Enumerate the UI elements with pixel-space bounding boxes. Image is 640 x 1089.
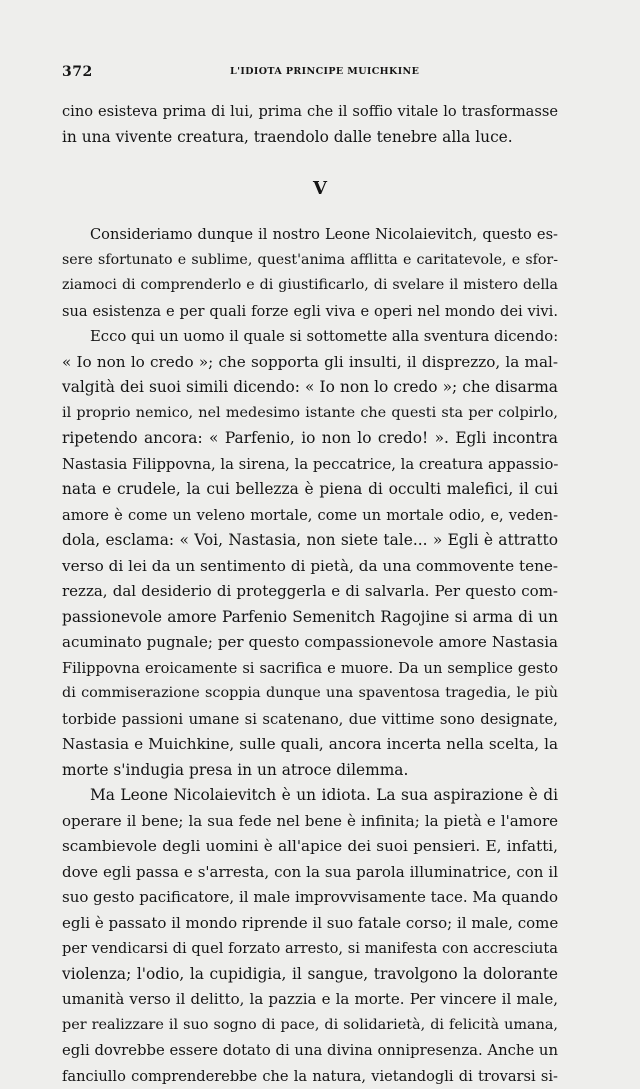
text-line: violenza; l'odio, la cupidigia, il sangue, travolgono la dolorante: [62, 962, 558, 988]
text-line: verso di lei da un sentimento di pietà, da una commovente tene-: [62, 554, 558, 580]
text-line: fanciullo comprenderebbe che la natura, vietandogli di trovarsi si-: [62, 1064, 558, 1089]
text-line: Nastasia e Muichkine, sulle quali, ancora incerta nella scelta, la: [62, 732, 558, 758]
text-line: morte s'indugia presa in un atroce dilemma.: [62, 758, 558, 784]
text-line: il proprio nemico, nel medesimo istante che questi sta per colpirlo,: [62, 401, 558, 427]
page-number: 372: [62, 64, 93, 80]
text-line: Consideriamo dunque il nostro Leone Nicolaievitch, questo es-: [62, 222, 558, 248]
running-head: [62, 64, 558, 80]
text-line: torbide passioni umane si scatenano, due vittime sono designate,: [62, 707, 558, 733]
text-line: Nastasia Filippovna, la sirena, la peccatrice, la creatura appassio-: [62, 452, 558, 478]
text-line: ziamoci di comprenderlo e di giustificarlo, di svelare il mistero della: [62, 273, 558, 299]
text-line: Filippovna eroicamente si sacrifica e muore. Da un semplice gesto: [62, 656, 558, 682]
chapter-body: [62, 222, 558, 1089]
text-line: valgità dei suoi simili dicendo: « Io non lo credo »; che disarma: [62, 375, 558, 401]
text-line: rezza, dal desiderio di proteggerla e di salvarla. Per questo com-: [62, 579, 558, 605]
text-line: di commiserazione scoppia dunque una spaventosa tragedia, le più: [62, 681, 558, 707]
text-line: per vendicarsi di quel forzato arresto, si manifesta con accresciuta: [62, 936, 558, 962]
intro-paragraph: [62, 99, 558, 150]
text-line: « Io non lo credo »; che sopporta gli insulti, il disprezzo, la mal-: [62, 350, 558, 376]
text-line: dola, esclama: « Voi, Nastasia, non siete tale... » Egli è attratto: [62, 528, 558, 554]
running-title: L'IDIOTA PRINCIPE MUICHKINE: [230, 66, 419, 77]
text-line: amore è come un veleno mortale, come un mortale odio, e, veden-: [62, 503, 558, 529]
text-line: egli è passato il mondo riprende il suo fatale corso; il male, come: [62, 911, 558, 937]
chapter-heading: V: [0, 178, 640, 199]
text-line: sere sfortunato e sublime, quest'anima afflitta e caritatevole, e sfor-: [62, 248, 558, 274]
text-line: umanità verso il delitto, la pazzia e la morte. Per vincere il male,: [62, 987, 558, 1013]
text-line: per realizzare il suo sogno di pace, di solidarietà, di felicità umana,: [62, 1013, 558, 1039]
text-line: nata e crudele, la cui bellezza è piena di occulti malefici, il cui: [62, 477, 558, 503]
text-line: operare il bene; la sua fede nel bene è infinita; la pietà e l'amore: [62, 809, 558, 835]
text-line: suo gesto pacificatore, il male improvvisamente tace. Ma quando: [62, 885, 558, 911]
text-line: egli dovrebbe essere dotato di una divina onnipresenza. Anche un: [62, 1038, 558, 1064]
text-line: in una vivente creatura, traendolo dalle tenebre alla luce.: [62, 125, 558, 151]
text-line: Ma Leone Nicolaievitch è un idiota. La sua aspirazione è di: [62, 783, 558, 809]
text-line: acuminato pugnale; per questo compassionevole amore Nastasia: [62, 630, 558, 656]
text-line: dove egli passa e s'arresta, con la sua parola illuminatrice, con il: [62, 860, 558, 886]
text-line: sua esistenza e per quali forze egli viva e operi nel mondo dei vivi.: [62, 299, 558, 325]
text-line: cino esisteva prima di lui, prima che il soffio vitale lo trasformasse: [62, 99, 558, 125]
text-line: Ecco qui un uomo il quale si sottomette alla sventura dicendo:: [62, 324, 558, 350]
text-line: ripetendo ancora: « Parfenio, io non lo credo! ». Egli incontra: [62, 426, 558, 452]
text-line: passionevole amore Parfenio Semenitch Ragojine si arma di un: [62, 605, 558, 631]
text-line: scambievole degli uomini è all'apice dei suoi pensieri. E, infatti,: [62, 834, 558, 860]
